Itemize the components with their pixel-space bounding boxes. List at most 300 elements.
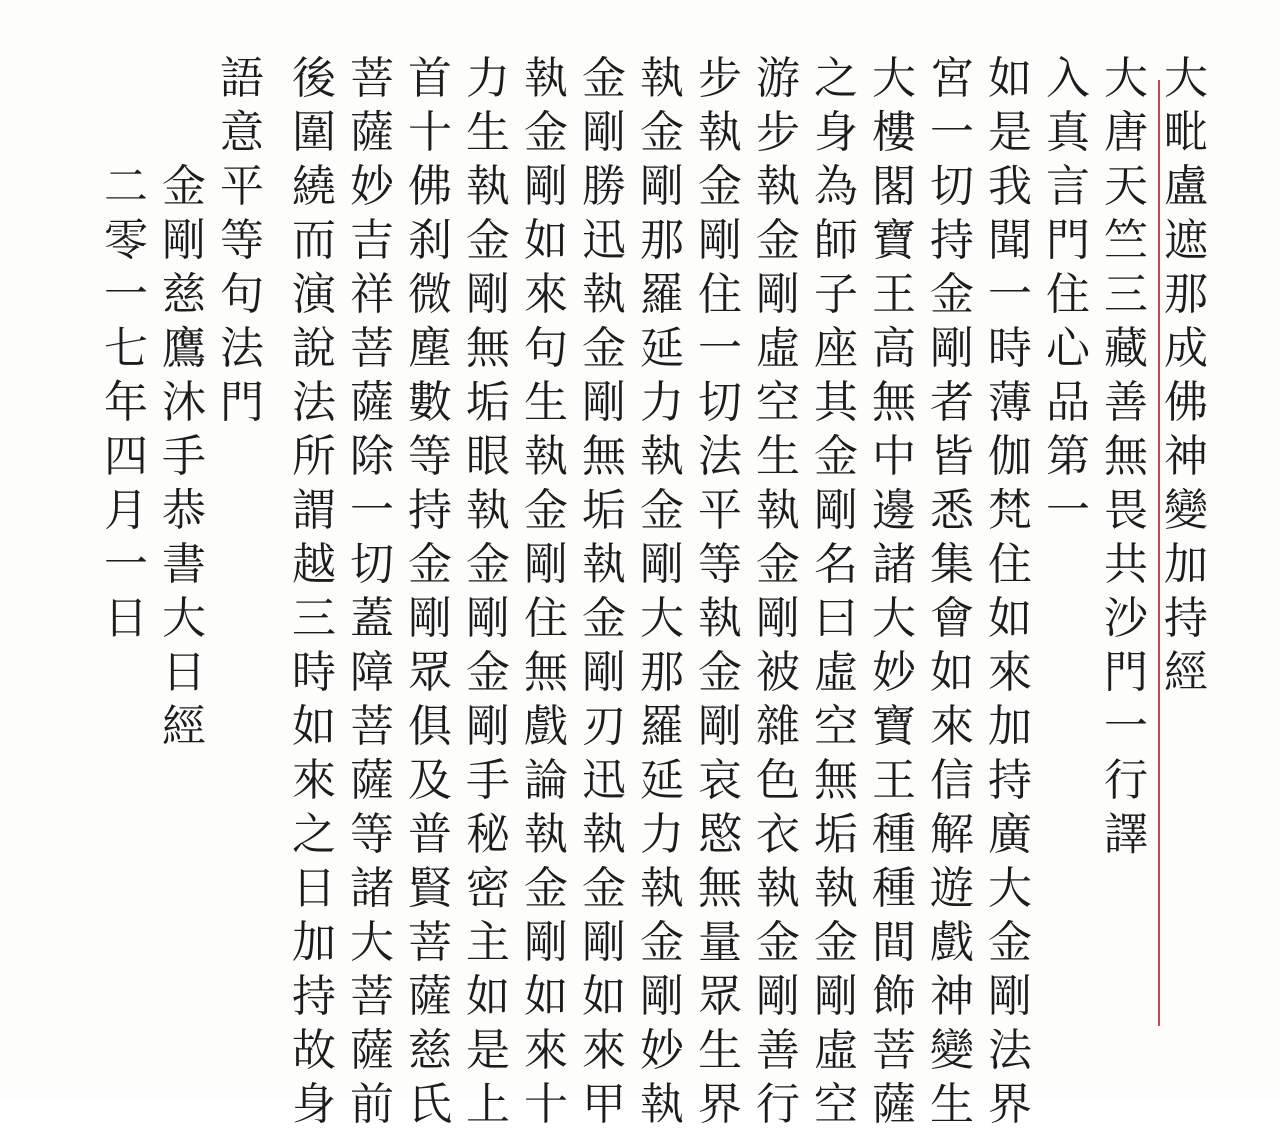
- character: 延: [640, 323, 684, 374]
- character: 執: [524, 53, 568, 104]
- text-column: [518, 52, 574, 1132]
- character: 吉: [350, 215, 394, 266]
- character: 來: [582, 1025, 626, 1076]
- character: 延: [640, 755, 684, 806]
- character: 步: [756, 107, 800, 158]
- character: 剛: [162, 215, 206, 266]
- character: 執: [756, 161, 800, 212]
- character: 四: [104, 431, 148, 482]
- character: 量: [698, 917, 742, 968]
- character: 垢: [466, 377, 510, 428]
- character: 薩: [350, 377, 394, 428]
- character: 除: [350, 431, 394, 482]
- character: 薩: [350, 1025, 394, 1076]
- character: 菩: [350, 53, 394, 104]
- character: 薩: [350, 755, 394, 806]
- character: 梵: [988, 485, 1032, 536]
- character: 金: [640, 107, 684, 158]
- character: 金: [698, 647, 742, 698]
- character: 年: [104, 377, 148, 428]
- text-column: [634, 52, 690, 1132]
- character: 品: [1046, 377, 1090, 428]
- character: 執: [466, 485, 510, 536]
- text-column: [750, 52, 806, 1132]
- character: 法: [988, 1025, 1032, 1076]
- character: 普: [408, 809, 452, 860]
- character: 空: [814, 1079, 858, 1130]
- character: 無: [524, 647, 568, 698]
- character: 執: [640, 431, 684, 482]
- character: 俱: [408, 701, 452, 752]
- character: 剛: [524, 917, 568, 968]
- text-column: [286, 52, 342, 1132]
- character: 是: [466, 1025, 510, 1076]
- character: 金: [640, 917, 684, 968]
- character: 障: [350, 647, 394, 698]
- character: 十: [524, 1079, 568, 1130]
- character: 如: [930, 647, 974, 698]
- character: 加: [988, 701, 1032, 752]
- character: 游: [756, 53, 800, 104]
- character: 譯: [1104, 809, 1148, 860]
- character: 法: [292, 377, 336, 428]
- character: 執: [524, 431, 568, 482]
- character: 持: [1164, 593, 1208, 644]
- character: 大: [162, 593, 206, 644]
- character: 執: [640, 1079, 684, 1130]
- character: 菩: [350, 701, 394, 752]
- character: 金: [466, 647, 510, 698]
- character: 界: [698, 1079, 742, 1130]
- character: 門: [1104, 647, 1148, 698]
- character: 飾: [872, 971, 916, 1022]
- character: 如: [292, 701, 336, 752]
- character: 無: [466, 323, 510, 374]
- character: 執: [524, 809, 568, 860]
- character: 經: [162, 701, 206, 752]
- character: 是: [988, 107, 1032, 158]
- character: 剛: [814, 971, 858, 1022]
- character: 執: [640, 53, 684, 104]
- character: 金: [582, 863, 626, 914]
- character: 如: [988, 593, 1032, 644]
- character: 鷹: [162, 323, 206, 374]
- character: 剛: [524, 161, 568, 212]
- character: 意: [220, 107, 264, 158]
- character: 微: [408, 269, 452, 320]
- character: 藏: [1104, 323, 1148, 374]
- character: 金: [756, 215, 800, 266]
- character: 王: [872, 269, 916, 320]
- character: 說: [292, 323, 336, 374]
- character: 切: [350, 539, 394, 590]
- character: 金: [524, 485, 568, 536]
- character: 等: [220, 215, 264, 266]
- date-inscription: [98, 160, 154, 646]
- character: 執: [698, 593, 742, 644]
- character: 剛: [524, 539, 568, 590]
- character: 善: [756, 1025, 800, 1076]
- character: 持: [292, 971, 336, 1022]
- character: 如: [524, 971, 568, 1022]
- text-column: [692, 52, 748, 1132]
- text-column-final: [214, 52, 270, 430]
- character: 門: [220, 377, 264, 428]
- character: 刹: [408, 215, 452, 266]
- character: 解: [930, 809, 974, 860]
- character: 剛: [640, 161, 684, 212]
- character: 七: [104, 323, 148, 374]
- text-column: [866, 52, 922, 1132]
- character: 共: [1104, 539, 1148, 590]
- character: 書: [162, 539, 206, 590]
- character: 無: [1104, 431, 1148, 482]
- character: 畏: [1104, 485, 1148, 536]
- character: 寶: [872, 701, 916, 752]
- character: 大: [988, 863, 1032, 914]
- character: 零: [104, 215, 148, 266]
- character: 空: [756, 377, 800, 428]
- character: 遊: [930, 863, 974, 914]
- character: 一: [988, 269, 1032, 320]
- character: 大: [1104, 53, 1148, 104]
- character: 神: [930, 971, 974, 1022]
- character: 虛: [814, 1025, 858, 1076]
- character: 甲: [582, 1079, 626, 1130]
- character: 神: [1164, 431, 1208, 482]
- character: 言: [1046, 161, 1090, 212]
- character: 變: [1164, 485, 1208, 536]
- character: 界: [988, 1079, 1032, 1130]
- sutra-title: [1158, 52, 1214, 700]
- character: 我: [988, 161, 1032, 212]
- character: 來: [524, 269, 568, 320]
- character: 金: [524, 107, 568, 158]
- character: 中: [872, 431, 916, 482]
- character: 等: [350, 809, 394, 860]
- character: 羅: [640, 701, 684, 752]
- character: 身: [814, 107, 858, 158]
- character: 金: [582, 323, 626, 374]
- character: 執: [814, 863, 858, 914]
- character: 力: [640, 377, 684, 428]
- character: 金: [466, 539, 510, 590]
- character: 色: [756, 755, 800, 806]
- character: 虛: [814, 647, 858, 698]
- character: 時: [988, 323, 1032, 374]
- character: 剛: [930, 323, 974, 374]
- character: 菩: [408, 917, 452, 968]
- character: 論: [524, 755, 568, 806]
- character: 真: [1046, 107, 1090, 158]
- character: 座: [814, 323, 858, 374]
- character: 大: [872, 53, 916, 104]
- character: 持: [408, 485, 452, 536]
- character: 為: [814, 161, 858, 212]
- character: 一: [350, 485, 394, 536]
- character: 所: [292, 431, 336, 482]
- character: 竺: [1104, 215, 1148, 266]
- character: 等: [408, 431, 452, 482]
- character: 戲: [524, 701, 568, 752]
- character: 迅: [582, 215, 626, 266]
- character: 平: [220, 161, 264, 212]
- character: 剛: [466, 701, 510, 752]
- character: 大: [350, 917, 394, 968]
- character: 加: [1164, 539, 1208, 590]
- character: 住: [524, 593, 568, 644]
- character: 住: [1046, 269, 1090, 320]
- character: 三: [1104, 269, 1148, 320]
- character: 薄: [988, 377, 1032, 428]
- character: 伽: [988, 431, 1032, 482]
- character: 金: [466, 215, 510, 266]
- character: 集: [930, 539, 974, 590]
- character: 執: [582, 539, 626, 590]
- character: 塵: [408, 323, 452, 374]
- character: 諸: [872, 539, 916, 590]
- character: 閣: [872, 161, 916, 212]
- character: 十: [408, 107, 452, 158]
- character: 上: [466, 1079, 510, 1130]
- character: 金: [698, 161, 742, 212]
- character: 賢: [408, 863, 452, 914]
- character: 第: [1046, 431, 1090, 482]
- character: 祥: [350, 269, 394, 320]
- character: 日: [162, 647, 206, 698]
- character: 及: [408, 755, 452, 806]
- character: 一: [930, 107, 974, 158]
- character: 師: [814, 215, 858, 266]
- character: 密: [466, 863, 510, 914]
- character: 蓋: [350, 593, 394, 644]
- character: 步: [698, 53, 742, 104]
- text-column: [344, 52, 400, 1132]
- character: 大: [872, 593, 916, 644]
- chapter-heading: [1040, 52, 1096, 538]
- character: 圍: [292, 107, 336, 158]
- character: 金: [988, 917, 1032, 968]
- character: 首: [408, 53, 452, 104]
- character: 聞: [988, 215, 1032, 266]
- character: 金: [408, 539, 452, 590]
- character: 秘: [466, 809, 510, 860]
- character: 經: [1164, 647, 1208, 698]
- translator-line: [1098, 52, 1154, 862]
- character: 信: [930, 755, 974, 806]
- character: 勝: [582, 161, 626, 212]
- character: 寶: [872, 215, 916, 266]
- character: 持: [930, 215, 974, 266]
- character: 薩: [408, 971, 452, 1022]
- character: 雜: [756, 701, 800, 752]
- character: 住: [988, 539, 1032, 590]
- character: 無: [582, 431, 626, 482]
- character: 力: [640, 809, 684, 860]
- character: 眾: [698, 971, 742, 1022]
- character: 前: [350, 1079, 394, 1130]
- character: 愍: [698, 809, 742, 860]
- character: 大: [640, 593, 684, 644]
- text-column: [460, 52, 516, 1132]
- character: 慈: [162, 269, 206, 320]
- character: 一: [1104, 701, 1148, 752]
- character: 金: [814, 431, 858, 482]
- character: 成: [1164, 323, 1208, 374]
- character: 恭: [162, 485, 206, 536]
- character: 行: [756, 1079, 800, 1130]
- character: 菩: [350, 323, 394, 374]
- character: 如: [582, 971, 626, 1022]
- text-column: [982, 52, 1038, 1132]
- character: 來: [524, 1025, 568, 1076]
- character: 妙: [350, 161, 394, 212]
- character: 戲: [930, 917, 974, 968]
- character: 剛: [756, 269, 800, 320]
- character: 遮: [1164, 215, 1208, 266]
- character: 被: [756, 647, 800, 698]
- character: 善: [1104, 377, 1148, 428]
- character: 邊: [872, 485, 916, 536]
- character: 如: [466, 971, 510, 1022]
- text-column: [402, 52, 458, 1132]
- character: 子: [814, 269, 858, 320]
- character: 加: [292, 917, 336, 968]
- character: 執: [698, 107, 742, 158]
- character: 力: [466, 53, 510, 104]
- character: 手: [466, 755, 510, 806]
- character: 切: [698, 377, 742, 428]
- character: 廣: [988, 809, 1032, 860]
- character: 生: [698, 1025, 742, 1076]
- character: 虛: [756, 323, 800, 374]
- character: 法: [698, 431, 742, 482]
- character: 天: [1104, 161, 1148, 212]
- character: 三: [292, 593, 336, 644]
- character: 而: [292, 215, 336, 266]
- character: 金: [756, 539, 800, 590]
- character: 生: [524, 377, 568, 428]
- character: 切: [930, 161, 974, 212]
- character: 薩: [872, 1079, 916, 1130]
- character: 二: [104, 161, 148, 212]
- character: 無: [814, 755, 858, 806]
- character: 句: [524, 323, 568, 374]
- character: 心: [1046, 323, 1090, 374]
- character: 剛: [756, 971, 800, 1022]
- character: 剛: [466, 593, 510, 644]
- text-column: [924, 52, 980, 1132]
- character: 會: [930, 593, 974, 644]
- character: 剛: [582, 647, 626, 698]
- character: 之: [814, 53, 858, 104]
- character: 剛: [582, 377, 626, 428]
- character: 間: [872, 917, 916, 968]
- character: 執: [640, 863, 684, 914]
- character: 剛: [640, 539, 684, 590]
- character: 剛: [988, 971, 1032, 1022]
- character: 其: [814, 377, 858, 428]
- character: 衣: [756, 809, 800, 860]
- character: 無: [698, 863, 742, 914]
- character: 那: [1164, 269, 1208, 320]
- character: 那: [640, 215, 684, 266]
- character: 如: [988, 53, 1032, 104]
- character: 妙: [872, 647, 916, 698]
- character: 平: [698, 485, 742, 536]
- character: 沐: [162, 377, 206, 428]
- character: 佛: [408, 161, 452, 212]
- character: 刃: [582, 701, 626, 752]
- character: 高: [872, 323, 916, 374]
- character: 妙: [640, 1025, 684, 1076]
- character: 入: [1046, 53, 1090, 104]
- character: 來: [988, 647, 1032, 698]
- character: 日: [292, 863, 336, 914]
- character: 羅: [640, 269, 684, 320]
- text-column: [576, 52, 632, 1132]
- character: 剛: [698, 701, 742, 752]
- character: 氏: [408, 1079, 452, 1130]
- character: 越: [292, 539, 336, 590]
- character: 執: [466, 161, 510, 212]
- character: 主: [466, 917, 510, 968]
- character: 一: [104, 539, 148, 590]
- text-column: [808, 52, 864, 1132]
- character: 宮: [930, 53, 974, 104]
- character: 一: [104, 269, 148, 320]
- character: 來: [930, 701, 974, 752]
- character: 執: [582, 269, 626, 320]
- character: 住: [698, 269, 742, 320]
- character: 生: [756, 431, 800, 482]
- character: 慈: [408, 1025, 452, 1076]
- character: 眼: [466, 431, 510, 482]
- character: 一: [1046, 485, 1090, 536]
- character: 剛: [582, 917, 626, 968]
- character: 剛: [756, 593, 800, 644]
- character: 語: [220, 53, 264, 104]
- character: 無: [872, 377, 916, 428]
- character: 等: [698, 539, 742, 590]
- character: 金: [582, 593, 626, 644]
- character: 金: [640, 485, 684, 536]
- character: 佛: [1164, 377, 1208, 428]
- character: 時: [292, 647, 336, 698]
- character: 者: [930, 377, 974, 428]
- character: 哀: [698, 755, 742, 806]
- character: 之: [292, 809, 336, 860]
- character: 執: [582, 809, 626, 860]
- character: 金: [930, 269, 974, 320]
- character: 謂: [292, 485, 336, 536]
- character: 毗: [1164, 107, 1208, 158]
- character: 空: [814, 701, 858, 752]
- character: 剛: [582, 107, 626, 158]
- character: 金: [524, 863, 568, 914]
- character: 剛: [466, 269, 510, 320]
- colophon-inscription: [156, 160, 212, 754]
- character: 剛: [408, 593, 452, 644]
- character: 菩: [872, 1025, 916, 1076]
- character: 種: [872, 809, 916, 860]
- character: 唐: [1104, 107, 1148, 158]
- character: 王: [872, 755, 916, 806]
- character: 句: [220, 269, 264, 320]
- character: 金: [756, 917, 800, 968]
- character: 種: [872, 863, 916, 914]
- character: 諸: [350, 863, 394, 914]
